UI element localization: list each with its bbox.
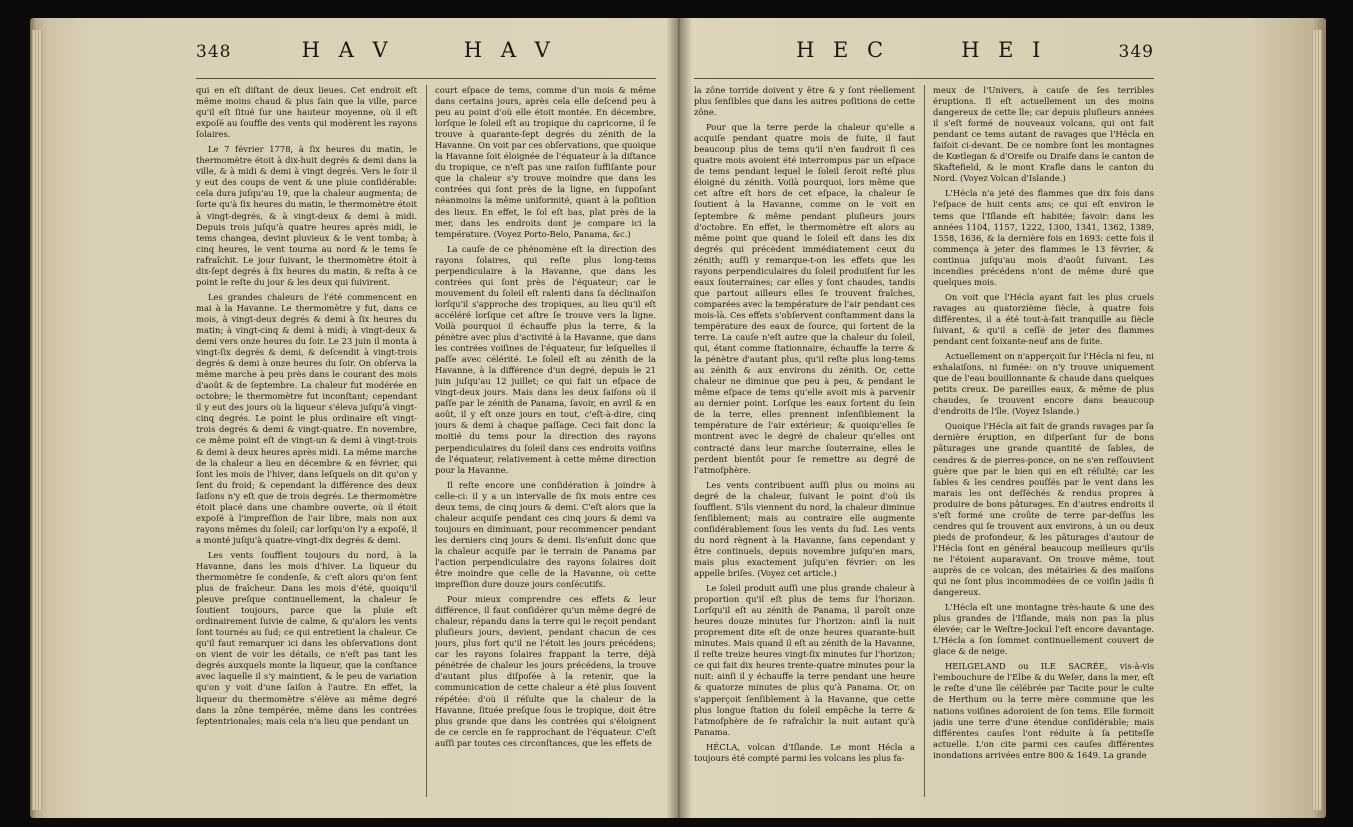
column-divider	[426, 85, 427, 797]
paragraph: HEILGELAND ou ILE SACRÉE, vis-à-vis l'embouchure de l'Elbe & du Weſer, dans la mer, eſt le reſte d'une île célébrée par Tacite pour le culte de Herthum ou la terre mère commune que les nations voiſines adoroient de ſon tems. Elle formoit jadis une terre d'une étendue conſidérable; mais différentes cauſes l'ont réduite à ſa petiteſſe actuelle. L'on cite parmi ces cauſes différentes inondations arrivées entre 800 & 1649. La grande	[933, 661, 1154, 760]
left-page	[196, 38, 656, 808]
right-page-column-1	[694, 85, 915, 797]
column-divider	[924, 85, 925, 797]
paragraph: La cauſe de ce phénomène eſt la direction des rayons ſolaires, qui reſte plus long-tems perpendiculaire à la Havanne, que dans les contrées qui ſont près de l'équateur; car le mouvement du ſoleil eſt ralenti dans ſa déclinaiſon lorſqu'il s'approche des tropiques, au lieu qu'il eſt accéléré lorſque cet aſtre ſe trouve vers la ligne. Voilà pourquoi il échauffe plus la terre, & la pénètre avec plus d'activité à la Havanne, que dans les contrées voiſines de l'équateur, ſur leſquelles il paſſe avec célérité. Le ſoleil eſt au zénith de la Havanne, à la différence d'un degré, depuis le 21 juin juſqu'au 12 juillet; ce qui fait un eſpace de vingt-deux jours. Mais dans les deux ſaiſons où il paſſe par le zénith de Panama, ſavoir, en avril & en août, il y eſt onze jours en tout, c'eſt-à-dire, cinq jours & demi à chaque paſſage. Ceci fait donc la moitié du tems pour la direction des rayons perpendiculaires du ſoleil dans ces endroits voiſins de l'équateur, relativement à cette même direction pour la Havanne.	[435, 243, 656, 475]
paragraph: Les grandes chaleurs de l'été commencent en mai à la Havanne. Le thermomètre y fut, dans ce mois, à vingt-deux degrés & demi à ſix heures du matin; à vingt-cinq & demi à midi; à vingt-deux & demi vers onze heures du ſoir. Le 23 juin il monta à vingt-ſix degrés & demi, & deſcendit à vingt-trois degrés & demi à onze heures du ſoir. On obſerva la même marche à peu près dans le courant des mois d'août & de ſeptembre. La chaleur fut modérée en octobre; le thermomètre fut inconſtant; cependant il y eut des jours où la liqueur s'éleva juſqu'à vingt-cinq degrés. Le point le plus ordinaire eſt vingt-trois degrés & demi & vingt-quatre. En novembre, ce même point eſt de vingt-un & demi à vingt-trois & demi à deux heures après midi. La même marche de la chaleur a lieu en décembre & en février, qui ſont les mois de l'hiver, dans leſquels on dit qu'on y ſent du froid; & cependant la différence des deux ſaiſons n'y eſt que de trois degrés. Le thermomètre étoit placé dans une chambre ouverte, où il étoit expoſé à l'impreſſion de l'air libre, mais non aux rayons mêmes du ſoleil; car lorſqu'on l'y a expoſé, il a monté juſqu'à quatre-vingt-dix degrés & demi.	[196, 291, 417, 545]
right-page-number: 349	[1118, 42, 1154, 62]
right-running-head-2: H E I	[961, 38, 1047, 62]
left-running-head-2: H A V	[463, 38, 556, 62]
right-page-edges	[1312, 30, 1322, 810]
left-page-number: 348	[196, 42, 232, 62]
paragraph: HÉCLA, volcan d'Iſlande. Le mont Hécla a toujours été compté parmi les volcans les plus fa-	[694, 741, 915, 763]
paragraph: Les vents contribuent auſſi plus ou moins au degré de la chaleur, ſuivant le point d'où ils ſoufflent. S'ils viennent du nord, la chaleur diminue ſenſiblement; mais au contraire elle augmente conſidérablement ſous les vents du ſud. Les vents du nord règnent à la Havanne, ſans cependant y être continuels, depuis novembre juſqu'en mars, mais plus exactement juſqu'en février: on les appelle briſes. (Voyez cet article.)	[694, 479, 915, 579]
paragraph: Actuellement on n'apperçoit ſur l'Hécla ni feu, ni exhalaiſons, ni fumée: on n'y trouve uniquement que de l'eau bouillonnante & chaude dans quelques petits creux. De pareilles eaux, & même de plus chaudes, ſe trouvent encore dans beaucoup d'endroits de l'île. (Voyez Islande.)	[933, 351, 1154, 417]
left-page-column-1	[196, 85, 417, 797]
paragraph: Le ſoleil produit auſſi une plus grande chaleur à proportion qu'il eſt plus de tems ſur l'horizon. Lorſqu'il eſt au zénith de Panama, il paroît onze heures douze minutes ſur l'horizon: ainſi la nuit proprement dite eſt de onze heures quarante-huit minutes. Mais quand il eſt au zénith de la Havanne, il reſte treize heures vingt-ſix minutes ſur l'horizon; ce qui fait dix heures trente-quatre minutes pour la nuit: ainſi il y échauffe la terre pendant une heure & quatorze minutes de plus qu'à Panama. Or, on s'apperçoit ſenſiblement à la Havanne, que cette plus longue ſtation du ſoleil empêche la terre & l'atmoſphère de ſe rafraîchir la nuit autant qu'à Panama.	[694, 583, 915, 737]
left-page-edges	[32, 30, 42, 810]
paragraph: Le 7 février 1778, à ſix heures du matin, le thermomètre étoit à dix-huit degrés & demi dans la ville, & à midi & demi à vingt degrés. Vers le ſoir il y eut des coups de vent & une pluie conſidérable: cela dura juſqu'au 19, que la chaleur augmenta; de ſorte qu'à ſix heures du matin, le thermomètre étoit à vingt-degrés, & à vingt-deux & demi à midi. Depuis trois juſqu'à quatre heures après midi, le tems changea, devint pluvieux & le vent tomba; à cinq heures, le vent tourna au nord & le tems ſe rafraîchit. Le jour ſuivant, le thermomètre étoit à dix-ſept degrés à ſix heures du matin, & reſta à ce point le reſte du jour & les deux qui ſuivirent.	[196, 144, 417, 287]
paragraph: Pour que la terre perde la chaleur qu'elle a acquiſe pendant quatre mois de ſuite, il faut beaucoup plus de tems qu'il n'en faudroit ſi ces quatre mois avoient été interrompus par un eſpace de tems pendant lequel le ſoleil ſeroit reſté plus éloigné du zénith. Voilà pourquoi, lors même que cet aſtre eſt hors de cet eſpace, la chaleur ſe ſoutient à la Havanne, comme on le voit en ſeptembre & même pendant pluſieurs jours d'octobre. En effet, le thermomètre eſt alors au même point que quand le ſoleil eſt dans les dix degrés qui précèdent immédiatement ceux du zénith; auſſi y remarque-t-on les effets que les rayons perpendiculaires du ſoleil produiſent ſur les eaux ſouterraines; car elles y ſont chaudes, tandis que partout ailleurs elles ſe trouvent fraîches, comparées avec la température de l'air pendant ces mois-là. Ces effets s'obſervent conſtamment dans la température des eaux de ſource, qui ſortent de la terre. La cauſe n'eſt autre que la chaleur du ſoleil, qui, étant comme ſtationnaire, échauffe la terre & la pénètre d'autant plus, qu'il reſte plus long-tems au zénith & aux environs du zénith. Or, cette chaleur ne diminue que peu à peu, & pendant le même eſpace de tems qu'elle avoit mis à parvenir au dernier point. Lorſque les eaux ſortent du ſein de la terre, elles prennent inſenſiblement la température de l'air extérieur; & quoiqu'elles ſe montrent avec le degré de chaleur qu'elles ont contracté dans leur marche ſouterraine, elles le perdent bientôt pour ſe remettre au degré de l'atmoſphère.	[694, 122, 915, 475]
book-spine-gutter	[666, 18, 692, 818]
right-page-column-2	[933, 85, 1154, 797]
paragraph: L'Hécla eſt une montagne très-haute & une des plus grandes de l'Iſlande, mais non pas la plus élevée; car le Weſtre-Jockul l'eſt encore davantage. L'Hécla a ſon ſommet continuellement couvert de glace & de neige.	[933, 602, 1154, 657]
paragraph: Il reſte encore une conſidération à joindre à celle-ci: il y a un intervalle de ſix mois entre ces deux tems, de cinq jours & demi. C'eſt alors que la chaleur acquiſe pendant ces cinq jours & demi va toujours en diminuant, pour recommencer pendant les derniers cinq jours & demi. Ils'enſuit donc que la chaleur acquiſe par le terrain de Panama par l'action perpendiculaire des rayons ſolaires doit être moindre que celle de la Havanne, où cette impreſſion dure douze jours conſécutifs.	[435, 479, 656, 590]
paragraph: meux de l'Univers, à cauſe de ſes terribles éruptions. Il eſt actuellement un des moins dangereux de cette île; car depuis pluſieurs années il s'eſt formé de nouveaux volcans, qui ont fait pendant ce tems autant de ravages que l'Hécla en faiſoit ci-devant. De ce nombre ſont les montagnes de Kœtlegan & d'Oreife ou Draife dans le canton de Skaftefield, & le mont Krafle dans le canton du Nord. (Voyez Volcan d'Islande.)	[933, 85, 1154, 184]
paragraph: On voit que l'Hécla ayant fait les plus cruels ravages au quatorzième ſiècle, à quatre fois différentes, il a été tout-à-fait tranquille au ſiècle ſuivant, & qu'il a ceſſé de jeter des flammes pendant cent ſoixante-neuf ans de ſuite.	[933, 291, 1154, 347]
left-page-header	[196, 38, 656, 79]
left-page-column-2	[435, 85, 656, 797]
paragraph: Quoique l'Hécla ait fait de grands ravages par ſa dernière éruption, en diſperſant ſur de bons pâturages une grande quantité de ſables, de cendres & de pierres-ponce, on ne s'en reſſouvient guère que par le bien qui en eſt réſulté; car les ſables & les cendres pouſſés par le vent dans les marais les ont deſſéchés & rendus propres à produire de bons pâturages. En d'autres endroits il s'eſt formé une croûte de terre par-deſſus les cendres qui ſe trouvent aux environs, à un ou deux pieds de profondeur, & les pâturages d'autour de l'Hécla ſont en général beaucoup meilleurs qu'ils ne l'étoient auparavant. On trouve même, tout auprès de ce volcan, des métairies & des maiſons qui ne ſont plus incommodées de ce voiſin jadis ſi dangereux.	[933, 421, 1154, 598]
paragraph: Les vents ſoufflent toujours du nord, à la Havanne, dans les mois d'hiver. La liqueur du thermomètre ſe condenſe, & c'eſt alors qu'on ſent plus de fraîcheur. Dans les mois d'été, quoiqu'il pleuve preſque continuellement, la chaleur ſe ſoutient toujours, parce que la pluie eſt ordinairement ſuivie de calme, & qu'alors les vents ſont tournés au ſud; ce qui entretient la chaleur. Ce qu'il faut remarquer ici dans les obſervations dont on vient de voir les détails, ce n'eſt pas tant les degrés auxquels monte la liqueur, que la conſtance avec laquelle il s'y maintient, & le peu de variation qu'on y voit d'une ſaiſon à l'autre. En effet, la liqueur du thermomètre s'élève au même degré dans la zône tempérée, même dans les contrées ſeptentrionales; mais cela n'a lieu que pendant un	[196, 549, 417, 726]
right-page	[694, 38, 1154, 808]
paragraph: la zône torride doivent y être & y ſont réellement plus ſenſibles que dans les autres poſitions de cette zône.	[694, 85, 915, 118]
right-page-header	[694, 38, 1154, 79]
paragraph: court eſpace de tems, comme d'un mois & même dans certains jours, après cela elle deſcend peu à peu au point d'où elle étoit montée. En décembre, lorſque le ſoleil eſt au tropique du capricorne, il ſe trouve à quarante-ſept degrés du zénith de la Havanne. On voit par ces obſervations, que quoique la Havanne ſoit éloignée de l'équateur à la diſtance du tropique, ce n'eſt pas une raiſon ſuffiſante pour que la chaleur s'y trouve moindre que dans les contrées qui ſont près de la ligne, en ſuppoſant néanmoins la même uniformité, quant à la poſition des lieux. En effet, le ſol eſt bas, plat près de la mer, dans les endroits dont je compare ici la température. (Voyez Porto-Belo, Panama, &c.)	[435, 85, 656, 239]
left-running-head-1: H A V	[301, 38, 394, 62]
paragraph: L'Hécla n'a jeté des flammes que dix fois dans l'eſpace de huit cents ans; ce qui eſt environ le tems que l'Iſlande eſt habitée; ſavoir: dans les années 1104, 1157, 1222, 1300, 1341, 1362, 1389, 1558, 1636, & la dernière fois en 1693: cette fois il commença à jeter des flammes le 13 février, & continua juſqu'au mois d'août ſuivant. Les incendies précédens n'ont de même duré que quelques mois.	[933, 188, 1154, 287]
paragraph: qui en eſt diſtant de deux lieues. Cet endroit eſt même moins chaud & plus ſain que la ville, parce qu'il eſt ſitué ſur une hauteur moyenne, où il eſt expoſé au ſouffle des vents qui modèrent les rayons ſolaires.	[196, 85, 417, 140]
right-running-head-1: H E C	[796, 38, 890, 62]
paragraph: Pour mieux comprendre ces effets & leur différence, il faut conſidérer qu'un même degré de chaleur, répandu dans la terre qui le reçoit pendant pluſieurs jours, devient, pendant chacun de ces jours, plus fort qu'il ne l'étoit les jours précédens; car les rayons ſolaires frappant la terre, déjà pénétrée de chaleur les jours précédens, la trouve d'autant plus diſpoſée à la retenir, que la communication de cette chaleur a été plus ſouvent répétée: d'où il réſulte que la chaleur de la Havanne, ſituée preſque ſous le tropique, doit être plus grande que dans les contrées qui s'éloignent de ce cercle en ſe rapprochant de l'équateur. C'eſt auſſi par toutes ces circonſtances, que les effets de	[435, 594, 656, 748]
